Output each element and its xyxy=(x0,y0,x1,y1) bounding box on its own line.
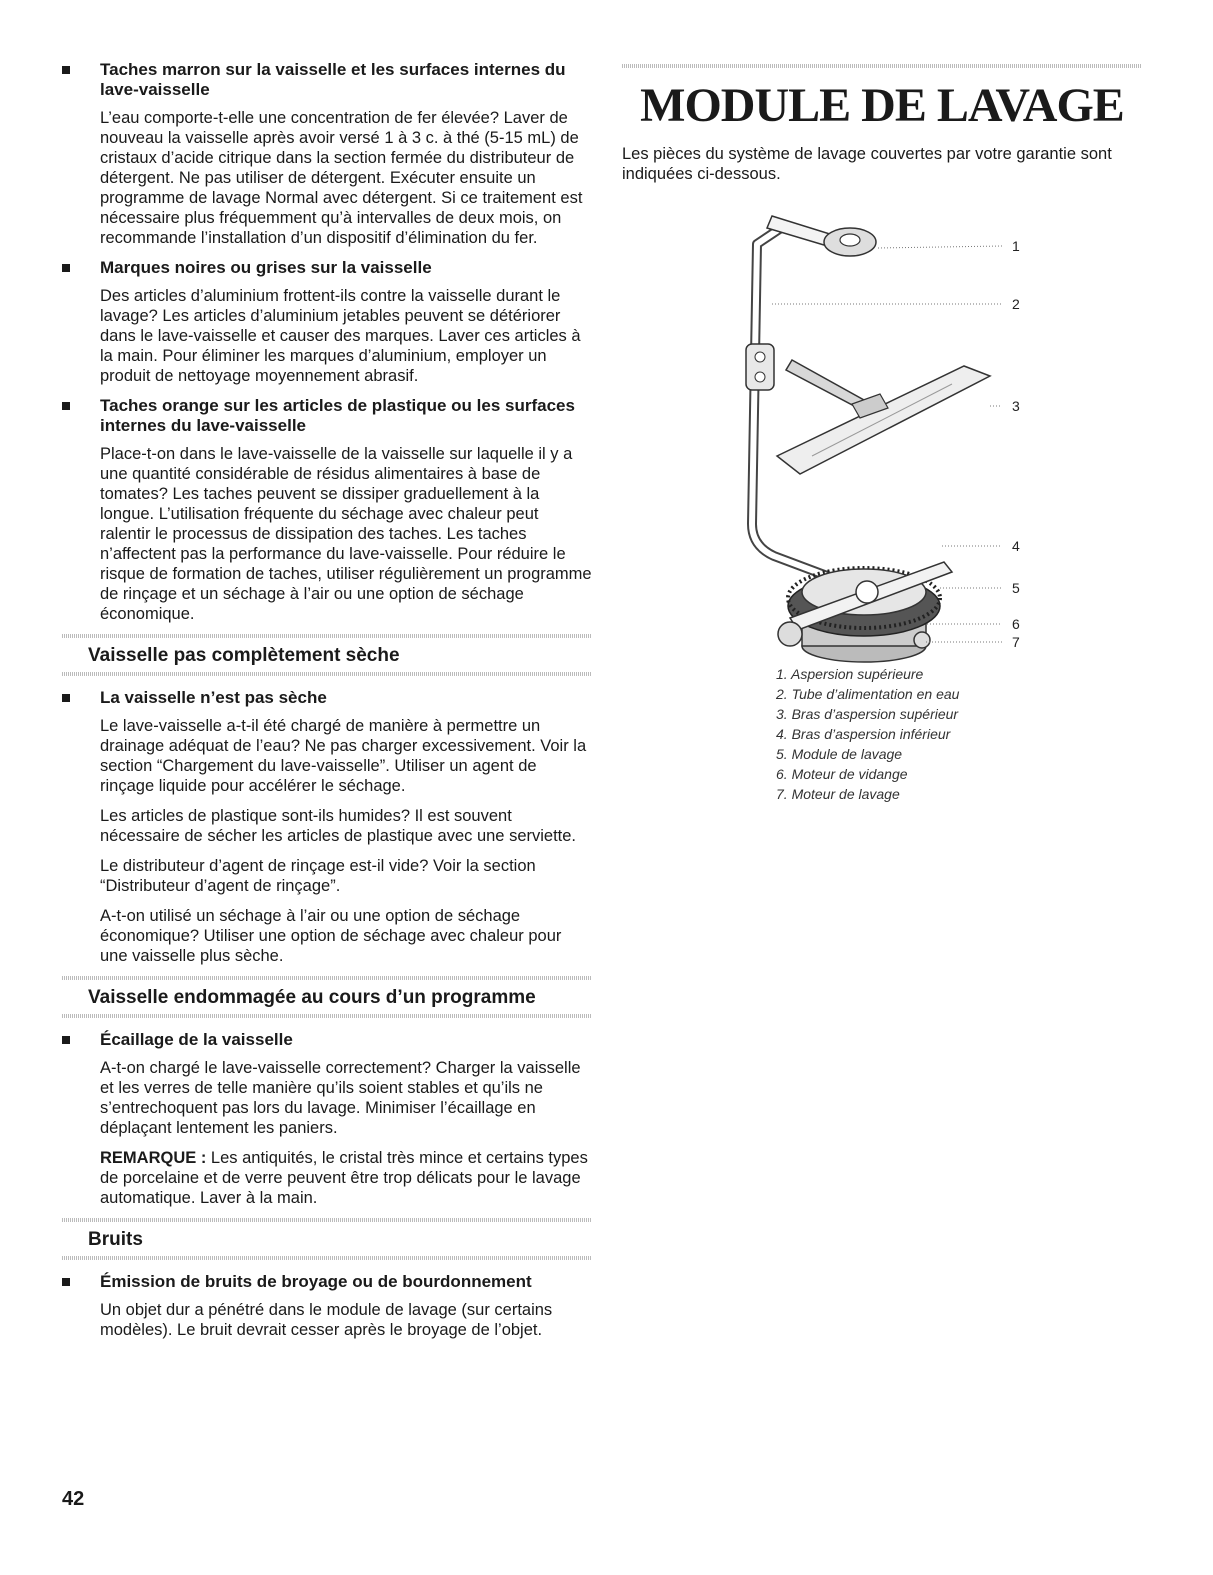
issue-chipping xyxy=(62,1030,592,1208)
issue-text: L’eau comporte-t-elle une concentration de fer élevée? Laver de nouveau la vaisselle après avoir versé 1 à 3 c. à thé (5-15 mL) de cristaux d’acide citrique dans la section fermée du distributeur de détergent. Ne pas utiliser de détergent. Exécuter ensuite un programme de lavage Normal avec détergent. Si ce traitement est nécessaire plus fréquemment qu’à intervalles de deux mois, on recommande l’installation d’un dispositif d’élimination du fer. xyxy=(100,109,583,247)
bullet-icon xyxy=(62,694,70,702)
issue-text: Le distributeur d’agent de rinçage est-il vide? Voir la section “Distributeur d’agent de rinçage”. xyxy=(100,857,536,895)
bullet-icon xyxy=(62,66,70,74)
issue-text: Place-t-on dans le lave-vaisselle de la vaisselle sur laquelle il y a une quantité considérable de résidus alimentaires à base de tomates? Les taches peuvent se dissiper graduellement à la longue. L’utilisation fréquente du séchage avec chaleur peut ralentir le processus de dissipation des taches. Les taches n’affectent pas la performance du lave-vaisselle. Pour réduire le risque de formation de taches, utiliser régulièrement un programme de rinçage et un séchage à l’air ou une option de séchage économique. xyxy=(100,445,592,623)
issue-not-dry xyxy=(62,688,592,966)
section-divider xyxy=(62,976,592,980)
callout-number: 6 xyxy=(1012,616,1020,632)
legend-item: 3. Bras d’aspersion supérieur xyxy=(776,706,959,722)
issue-text: Un objet dur a pénétré dans le module de lavage (sur certains modèles). Le bruit devrait cesser après le broyage de l’objet. xyxy=(100,1301,553,1339)
note-label: REMARQUE : xyxy=(100,1149,207,1167)
upper-spray-arm-shape xyxy=(777,360,990,474)
issue-text: A-t-on chargé le lave-vaisselle correctement? Charger la vaisselle et les verres de telle manière qu’ils soient stables et qu’ils ne s’entrechoquent pas lors du lavage. Minimiser l’écaillage en déplaçant lentement les paniers. xyxy=(100,1059,581,1137)
troubleshooting-group-stains xyxy=(62,60,592,624)
top-spray-shape xyxy=(767,216,876,256)
section-divider xyxy=(62,634,592,638)
issue-title: Taches marron sur la vaisselle et les surfaces internes du lave-vaisselle xyxy=(100,60,566,99)
issue-title: Écaillage de la vaisselle xyxy=(100,1030,293,1049)
callout-number: 7 xyxy=(1012,634,1020,650)
issue-title: Marques noires ou grises sur la vaisselle xyxy=(100,258,432,277)
section-heading-noise: Bruits xyxy=(88,1229,143,1250)
callout-number: 3 xyxy=(1012,398,1020,414)
issue-title: La vaisselle n’est pas sèche xyxy=(100,688,327,707)
feed-tube-shape xyxy=(752,224,854,586)
note-text xyxy=(100,1148,592,1208)
issue-title: Taches orange sur les articles de plastique ou les surfaces internes du lave-vaisselle xyxy=(100,396,575,435)
issue-text: Les articles de plastique sont-ils humides? Il est souvent nécessaire de sécher les articles de plastique avec une serviette. xyxy=(100,807,577,845)
note-body: Les antiquités, le cristal très mince et certains types de porcelaine et de verre peuvent être trop délicats pour le lavage automatique. Laver à la main. xyxy=(100,1149,588,1207)
section-divider xyxy=(62,1256,592,1260)
legend-item: 6. Moteur de vidange xyxy=(776,766,908,782)
legend-item: 1. Aspersion supérieure xyxy=(776,666,924,682)
callout-number: 5 xyxy=(1012,580,1020,596)
section-divider xyxy=(622,64,1142,68)
module-title: MODULE DE LAVAGE xyxy=(640,79,1124,132)
wash-system-diagram xyxy=(622,194,1142,664)
issue-grinding-noise xyxy=(62,1272,592,1340)
issue-black-marks xyxy=(62,258,592,386)
callout-number: 1 xyxy=(1012,238,1020,254)
callout-numbers xyxy=(1012,238,1020,650)
bullet-icon xyxy=(62,264,70,272)
wash-module-shape xyxy=(778,562,952,662)
callout-number: 2 xyxy=(1012,296,1020,312)
section-divider xyxy=(62,672,592,676)
issue-title: Émission de bruits de broyage ou de bourdonnement xyxy=(100,1272,532,1291)
legend-item: 7. Moteur de lavage xyxy=(776,786,900,802)
section-heading-damage: Vaisselle endommagée au cours d’un programme xyxy=(88,987,536,1008)
wash-system-illustration xyxy=(622,194,1142,664)
parts-legend xyxy=(776,664,1142,804)
tube-connector-shape xyxy=(746,344,774,390)
section-heading-drying: Vaisselle pas complètement sèche xyxy=(88,645,400,666)
section-divider xyxy=(62,1014,592,1018)
module-intro: Les pièces du système de lavage couvertes par votre garantie sont indiquées ci-dessous. xyxy=(622,145,1112,183)
issue-text: Le lave-vaisselle a-t-il été chargé de manière à permettre un drainage adéquat de l’eau? Ne pas charger excessivement. Voir la section “Chargement du lave-vaisselle”. Utiliser un agent de rinçage liquide pour accélérer le séchage. xyxy=(100,717,587,795)
issue-text: A-t-on utilisé un séchage à l’air ou une option de séchage économique? Utiliser une option de séchage avec chaleur pour une vaisselle plus sèche. xyxy=(100,907,562,965)
issue-orange-stains xyxy=(62,396,592,624)
left-column xyxy=(62,60,592,1350)
bullet-icon xyxy=(62,1036,70,1044)
page-number: 42 xyxy=(62,1488,85,1510)
issue-text: Des articles d’aluminium frottent-ils contre la vaisselle durant le lavage? Les articles d’aluminium jetables peuvent se détériorer dans le lave-vaisselle et causer des marques. Laver ces articles à la main. Pour éliminer les marques d’aluminium, employer un produit de nettoyage moyennement abrasif. xyxy=(100,287,581,385)
callout-number: 4 xyxy=(1012,538,1020,554)
bullet-icon xyxy=(62,402,70,410)
section-divider xyxy=(62,1218,592,1222)
bullet-icon xyxy=(62,1278,70,1286)
legend-item: 5. Module de lavage xyxy=(776,746,903,762)
right-column xyxy=(622,60,1142,804)
issue-brown-stains xyxy=(62,60,592,248)
legend-item: 2. Tube d’alimentation en eau xyxy=(776,686,960,702)
legend-item: 4. Bras d’aspersion inférieur xyxy=(776,726,951,742)
